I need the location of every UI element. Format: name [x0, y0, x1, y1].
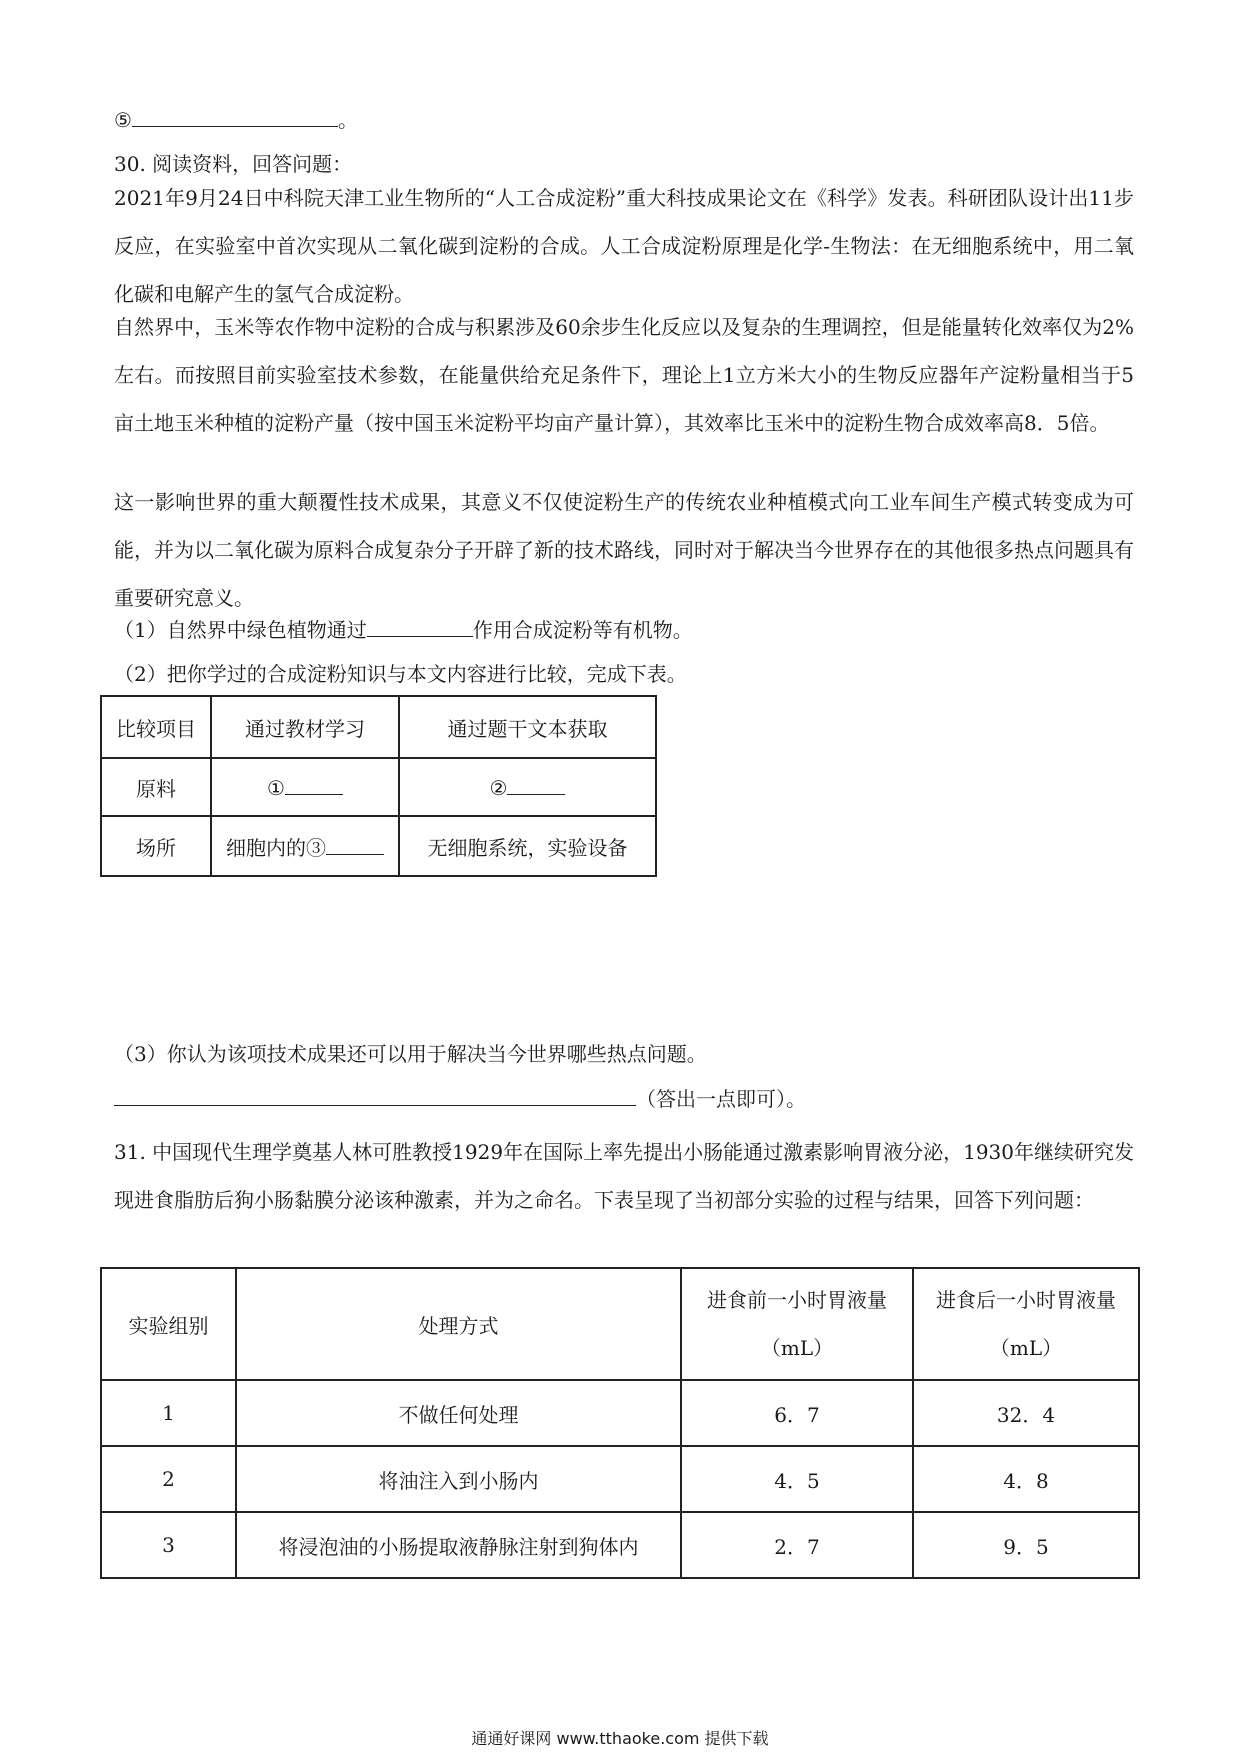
q30-paragraph-1: 2021年9月24日中科院天津工业生物所的“人工合成淀粉”重大科技成果论文在《科学》发表。科研团队设计出11步反应，在实验室中首次实现从二氧化碳到淀粉的合成。人工合成淀粉原理是化学-生物法：在无细胞系统中，用二氧化碳和电解产生的氢气合成淀粉。: [114, 186, 1134, 306]
table-header-cell: 处理方式: [236, 1268, 681, 1380]
table-cell: 2．7: [681, 1512, 913, 1578]
table-cell: 不做任何处理: [236, 1380, 681, 1446]
q30-heading: 30. 阅读资料，回答问题：: [114, 152, 353, 176]
table-cell: 6．7: [681, 1380, 913, 1446]
answer-blank: [326, 834, 384, 855]
answer-blank: [367, 616, 473, 637]
q29-marker: ⑤: [114, 108, 132, 132]
table-header-cell: 通过题干文本获取: [399, 696, 656, 758]
q29-answer-line: ⑤ 。: [114, 108, 358, 132]
table-row: [101, 1380, 1139, 1446]
answer-blank: [285, 774, 343, 795]
table-cell: 将油注入到小肠内: [236, 1446, 681, 1512]
table-cell: 1: [101, 1380, 236, 1446]
table-row: [101, 1446, 1139, 1512]
table-cell: 将浸泡油的小肠提取液静脉注射到狗体内: [236, 1512, 681, 1578]
table-cell: 无细胞系统，实验设备: [399, 816, 656, 876]
table-cell: ①: [211, 758, 399, 816]
table-cell: 2: [101, 1446, 236, 1512]
answer-blank: [114, 1085, 636, 1106]
table-cell: 细胞内的③: [211, 816, 399, 876]
q31-paragraph: 31. 中国现代生理学奠基人林可胜教授1929年在国际上率先提出小肠能通过激素影响胃液分泌，1930年继续研究发现进食脂肪后狗小肠黏膜分泌该种激素，并为之命名。下表呈现了当初部分实验的过程与结果，回答下列问题：: [114, 1140, 1134, 1212]
table-cell: 9．5: [913, 1512, 1139, 1578]
table-cell: 4．8: [913, 1446, 1139, 1512]
comparison-table: [100, 695, 657, 877]
table-row: [101, 1512, 1139, 1578]
table-header-cell: 进食前一小时胃液量 （mL）: [681, 1268, 913, 1380]
q30-subquestion-2: （2）把你学过的合成淀粉知识与本文内容进行比较，完成下表。: [114, 662, 687, 686]
experiment-table: [100, 1267, 1140, 1579]
table-cell: 3: [101, 1512, 236, 1578]
row-label: 原料: [101, 758, 211, 816]
table-header-cell: 比较项目: [101, 696, 211, 758]
answer-blank: [507, 774, 565, 795]
q30-subquestion-1: （1）自然界中绿色植物通过 作用合成淀粉等有机物。: [114, 618, 693, 642]
row-label: 场所: [101, 816, 211, 876]
table-cell: 32．4: [913, 1380, 1139, 1446]
footer-source: 通通好课网 www.tthaoke.com 提供下载: [471, 1729, 769, 1748]
q30-paragraph-3: 这一影响世界的重大颠覆性技术成果，其意义不仅使淀粉生产的传统农业种植模式向工业车间生产模式转变成为可能，并为以二氧化碳为原料合成复杂分子开辟了新的技术路线，同时对于解决当今世界存在的其他很多热点问题具有重要研究意义。: [114, 490, 1134, 610]
q30-subquestion-3: （3）你认为该项技术成果还可以用于解决当今世界哪些热点问题。: [114, 1042, 707, 1066]
table-cell: 4．5: [681, 1446, 913, 1512]
table-cell: ②: [399, 758, 656, 816]
q30-subquestion-3-answer: （答出一点即可）。: [114, 1085, 806, 1113]
table-header-cell: 通过教材学习: [211, 696, 399, 758]
q30-paragraph-2: 自然界中，玉米等农作物中淀粉的合成与积累涉及60余步生化反应以及复杂的生理调控，但是能量转化效率仅为2%左右。而按照目前实验室技术参数，在能量供给充足条件下，理论上1立方米大小的生物反应器年产淀粉量相当于5亩土地玉米种植的淀粉产量（按中国玉米淀粉平均亩产量计算），其效率比玉米中的淀粉生物合成效率高8．5倍。: [114, 315, 1134, 435]
answer-blank: [132, 106, 338, 127]
table-header-cell: 进食后一小时胃液量 （mL）: [913, 1268, 1139, 1380]
table-header-cell: 实验组别: [101, 1268, 236, 1380]
